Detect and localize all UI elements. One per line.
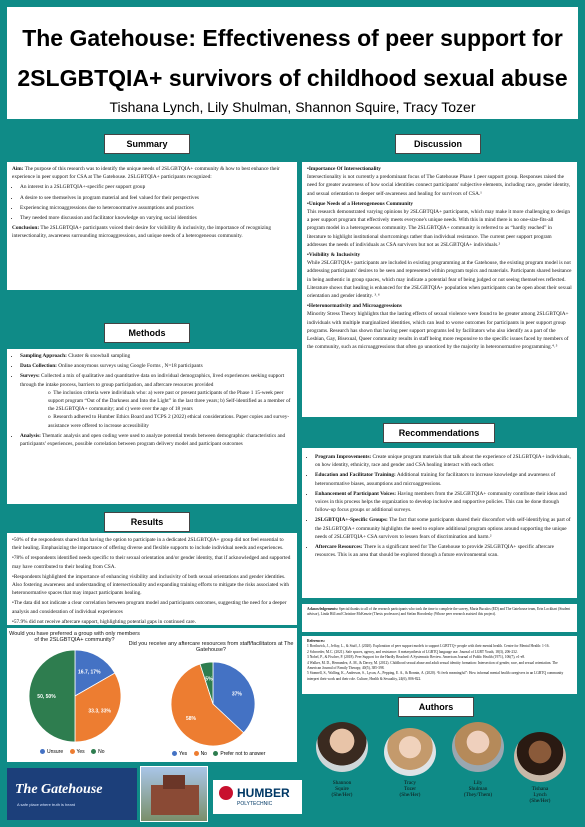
- conclusion-label: Conclusion:: [12, 225, 40, 232]
- acknowledgements-label: Acknowledgements:: [307, 607, 338, 611]
- recommendation-item: • Program Improvements: Create unique program materials that talk about the experience of 2SLGBTQIA+ individuals, on how identity, ethnicity, race and gender and CSA healing interact with each other.: [315, 453, 572, 469]
- legend-swatch: [172, 751, 177, 756]
- reference-item: 5 Stonnell, S., Walling, K., Anderson, S., Lycan, A., Pepping, E. A., & Bonnin, A. (2020). “It feels meaningful”: How informal mental health caregivers in an LGBTQ community interpret their work and their role. Culture, Health & Sexuality, 24(6), 806-822.: [307, 671, 564, 681]
- author-name-card: Tracy Tozer (She/Her): [399, 780, 421, 798]
- pie-data-label: 5%: [205, 676, 213, 683]
- methods-panel: [7, 349, 297, 504]
- result-item: •The data did not indicate a clear correlation between program model and participants outcomes, suggesting the need for a deeper analysis and consideration of individual experiences: [12, 600, 287, 615]
- poster-title-line2: 2SLGBTQIA+ survivors of childhood sexual abuse: [17, 65, 568, 91]
- legend-label: No: [98, 749, 105, 755]
- legend-swatch: [194, 751, 199, 756]
- legend-label: No: [200, 751, 207, 757]
- methods-sub-item: o The inclusion criteria were individuals who: a) were past or present participants of the Phase 1 15-week peer support program “Out of the Darkness and Into the Light” in the last three years; b) Self-identified as a member of the 2SLGBTQIA+ community; and c) were over the age of 18 years: [48, 389, 291, 413]
- result-item: •Respondents highlighted the importance of enhancing visibility and inclusivity of both sexual orientations and gender identities. Also fostering awareness and understanding of intersectionality and expanding training efforts to mitigate the risks associated with heteronormative spaces that may impact participants healing.: [12, 573, 290, 597]
- chart2-legend: [167, 751, 265, 757]
- author-name-card: Shannon Squire (She/Her): [331, 780, 353, 798]
- discussion-header: Discussion: [395, 134, 481, 154]
- author-name-card: Tishana Lynch (She/Her): [529, 786, 551, 804]
- author-name-card: Lily Shulman (They/Them): [463, 780, 493, 798]
- chart1-legend: [35, 749, 104, 755]
- summary-header: Summary: [104, 134, 190, 154]
- pie-data-label: 16.7, 17%: [78, 669, 101, 676]
- summary-bullets: [20, 183, 292, 222]
- humber-logo-sub: POLYTECHNIC: [237, 801, 273, 807]
- acknowledgements-panel: [302, 604, 577, 632]
- results-panel: [7, 533, 297, 625]
- gatehouse-logo-text: The Gatehouse: [15, 782, 103, 797]
- summary-bullet: • A desire to see themselves in program material and feel valued for their perspectives: [20, 194, 292, 202]
- reference-item: 3 Nobel, P., & Fischer, P. (2018). Peer Support for the Hardly Reached: A Systematic Review. American Journal of Public Health (1971), 106(7), e1-e8.: [307, 655, 526, 660]
- summary-bullet: • They needed more discussion and facilitator knowledge on varying social identities: [20, 214, 292, 222]
- pie-chart-group-aftercare: [171, 662, 255, 746]
- sampling-text: Cluster & snowball sampling: [68, 353, 131, 359]
- recommendation-item: • Enhancement of Participant Voices: Having members from the 2SLGBTQIA+ community contribute their ideas and voices in this process helps the organization to develop inclusive and supportive policies. This can be done through follow-up focus groups or additional surveys.: [315, 490, 572, 515]
- author-names: Tishana Lynch, Lily Shulman, Shannon Squire, Tracy Tozer: [109, 99, 476, 115]
- summary-panel: [7, 162, 297, 290]
- legend-swatch: [70, 749, 75, 754]
- pie-charts-svg: [7, 628, 297, 762]
- authors-panel: [302, 720, 577, 824]
- recommendations-panel: [302, 448, 577, 598]
- discussion-panel: [302, 162, 577, 417]
- discussion-text: Intersectionality is not currently a predominant focus of The Gatehouse Phase 1 peer support group. Responses raised the need for greater awareness of how social identities connect participants' subjective elements, including race, gender identity, and sexual orientation to deeper self-awareness and healing for survivors of CSA.¹: [307, 174, 571, 197]
- chart1-title: Would you have preferred a group with only members of the 2SLGBTQIA+ community?: [9, 631, 140, 643]
- author-photo: [514, 732, 566, 782]
- analysis-label: Analysis:: [20, 432, 41, 439]
- humber-logo: [213, 780, 305, 814]
- summary-bullet: • Experiencing microaggressions due to heteronormative assumptions and practices: [20, 204, 292, 212]
- references-panel: [302, 636, 577, 694]
- references-label: References:: [307, 639, 325, 643]
- recommendation-item: • 2SLGBTQIA+-Specific Groups: The fact that some participants shared their discomfort with self-identifying as part of the 2SLGBTQIA+ community highlights the need to explore additional program options around supporting the unique needs of 2SLGBTQIA+ CSA survivors to lessen fears of discrimination and harm.²: [315, 516, 572, 541]
- aim-label: Aim:: [12, 166, 24, 172]
- pie-chart-group-preference: [29, 650, 121, 742]
- recommendations-header: Recommendations: [383, 423, 495, 443]
- reference-item: 1 Borthwick, J., Jeffay, L., & Stuff, J. (2020). Exploration of peer support models to support LGBTTQ+ people with their mental health. Centre for Mental Health: 1-16.: [307, 644, 550, 649]
- discussion-text: Minority Stress Theory highlights that the lasting effects of sexual violence were found to be greater among 2SLGBTQIA+ individuals with multiple marginalized identities, which can lead to worse outcomes for participants in peer support group programs. Research has shown that having peer support programs led by facilitators who also identify as a part of the Lesbian, Gay, Bisexual, Queer community results in staff being more responsive to the specific issues faced by members of the community, such as microaggressions that often go unnoticed by the majority in heteronormative programming.⁴˒⁵: [307, 311, 569, 351]
- discussion-heading: •Visibility & Inclusivity: [307, 252, 361, 259]
- chart2-title: Did you receive any aftercare resources from staff/facilitators at The Gatehouse?: [128, 641, 294, 653]
- surveys-text: Collected a mix of qualitative and quantitative data on individual demographics, lived experiences seeking support through the intake process, barriers to group participation, and aftercare resources provided: [20, 373, 285, 388]
- surveys-label: Surveys:: [20, 373, 40, 380]
- aim-text: The purpose of this research was to identify the unique needs of 2SLGBTQIA+ community & how to best enhance their experience in peer support for CSA at The Gatehouse. 2SLGBTQIA+ participants recognized:: [12, 166, 280, 181]
- gatehouse-building-photo: [140, 766, 208, 822]
- result-item: •50% of the respondents shared that having the option to participate in a dedicated 2SLGBTQIA+ group did not feel essential to their healing. Emphasizing the importance of offering diverse and flexible supports to include individual needs and experiences.: [12, 537, 284, 552]
- result-item: •78% of respondents identified needs specific to their sexual orientation and/or gender identity, that if acknowledged and supported may have contributed to their healing from CSA.: [12, 555, 291, 570]
- author-photo: [452, 722, 504, 772]
- pie-data-label: 33.3, 33%: [88, 708, 111, 715]
- pie-data-label: 37%: [231, 691, 242, 698]
- legend-label: Unsure: [47, 749, 64, 755]
- legend-label: Yes: [179, 751, 188, 757]
- reference-item: 2 Schroeder, M.C. (2021). Safe spaces, agency, and resistance: A metasynthesis of LGBTQ language use. Journal of LGBT Youth, 18(3), 206-232.: [307, 649, 518, 654]
- conclusion-text: The 2SLGBTQIA+ participants voiced their desire for visibility & inclusivity, the importance of recognizing intersectionality, awareness surrounding microaggressions, and unique needs of a heterogeneous community.: [12, 225, 271, 240]
- legend-swatch: [40, 749, 45, 754]
- data-collection-label: Data Collection:: [20, 363, 57, 370]
- discussion-heading: •Heteronormativity and Microaggressions: [307, 303, 402, 310]
- data-collection-text: Online anonymous surveys using Google Forms , N=18 participants: [58, 363, 203, 370]
- discussion-heading: •Unique Needs of a Heterogeneous Community: [307, 200, 414, 207]
- author-photo: [316, 722, 368, 772]
- poster-title-line1: The Gatehouse: Effectiveness of peer support for: [22, 25, 563, 51]
- pie-data-label: 58%: [186, 715, 197, 722]
- discussion-heading: •Importance Of Intersectionality: [307, 166, 381, 172]
- pie-data-label: 50, 50%: [37, 694, 56, 700]
- legend-label: Yes: [76, 749, 85, 755]
- legend-swatch: [91, 749, 96, 754]
- results-header: Results: [104, 512, 190, 532]
- summary-bullet: • An interest in a 2SLGBTQIA+-specific peer support group: [20, 183, 292, 191]
- discussion-text: This research demonstrated varying opinions by 2SLGBTQIA+ participants, which may make it more challenging to design a peer support program that effectively meets everyone's unique needs. With this in mind there is no one-size-fits-all program model in a heterogeneous community. The 2SLGBTQIA+ community is referred to as “hardly reached” in literature to highlight institutional shortcomings rather than individual resistance. The current peer support program addresses the needs of individuals as CSA survivors but not as 2SLGBTQIA+ individuals.²: [307, 209, 571, 248]
- humber-logo-text: HUMBER: [237, 786, 290, 800]
- author-photo: [384, 728, 436, 776]
- authors-header: Authors: [398, 697, 474, 717]
- methods-sub-item: o Research adhered to Humber Ethics Board and TCPS 2 (2022) ethical considerations. Paper copies and survey-assistance were offered to increase accessibility: [48, 414, 290, 429]
- legend-swatch: [213, 751, 218, 756]
- methods-header: Methods: [104, 323, 190, 343]
- reference-item: 4 Walker, M. D., Hernandez, A. M., & Davey, M. (2012). Childhood sexual abuse and adult sexual identity formation: Intersection of gender, race, and sexual orientation. The American Journal of Family Therapy, 40(5), 385-398.: [307, 660, 558, 670]
- poster-title-block: [7, 7, 578, 119]
- acknowledgements-text: Special thanks to all of the research participants who took the time to complete the survey, Maria Bucalos (ED) and The Gatehouse team, Erin Lockhart (Student advisor), Linda Hill and Christine McKenzie (Thesis professors) and Stefan Horodezky (Whose peer research assisted this project).: [307, 607, 571, 617]
- sampling-label: Sampling Approach:: [20, 353, 67, 359]
- result-item: •57.9% did not receive aftercare support, highlighting potential gaps in continued care.: [12, 618, 196, 625]
- gatehouse-tagline: A safe place where truth is heard: [17, 802, 76, 807]
- charts-panel: [7, 628, 297, 762]
- recommendation-item: • Education and Facilitator Training: Additional training for facilitators to increase knowledge and awareness of heteronormative biases, assumptions and microaggressions.: [315, 471, 572, 487]
- analysis-text: Thematic analysis and open coding were used to analyze potential trends between demographic characteristics and participants’ experiences, possible correlation between program delivery model and participant outcomes: [20, 432, 286, 448]
- gatehouse-logo: [7, 768, 137, 820]
- legend-label: Prefer not to answer: [220, 751, 266, 757]
- discussion-text: While 2SLGBTQIA+ participants are included in existing programming at the Gatehouse, the existing program model is not addressing participants' desires to be seen and represented within program topics and materials. Participants shared hesitance in being authentic in group spaces, which may indicate a potential fear of being judged or not seeing themselves reflected. Literature shows that healing is enhanced for the 2SLGBTQIA+ population when participants can be open about their sexual orientation and gender identity. ³˒⁶: [307, 260, 572, 300]
- recommendation-item: • Aftercare Resources: There is a significant need for The Gatehouse to provide 2SLGBTQIA+ specific aftercare resources. This is an area that should be explored through a future environmental scan.: [315, 543, 572, 559]
